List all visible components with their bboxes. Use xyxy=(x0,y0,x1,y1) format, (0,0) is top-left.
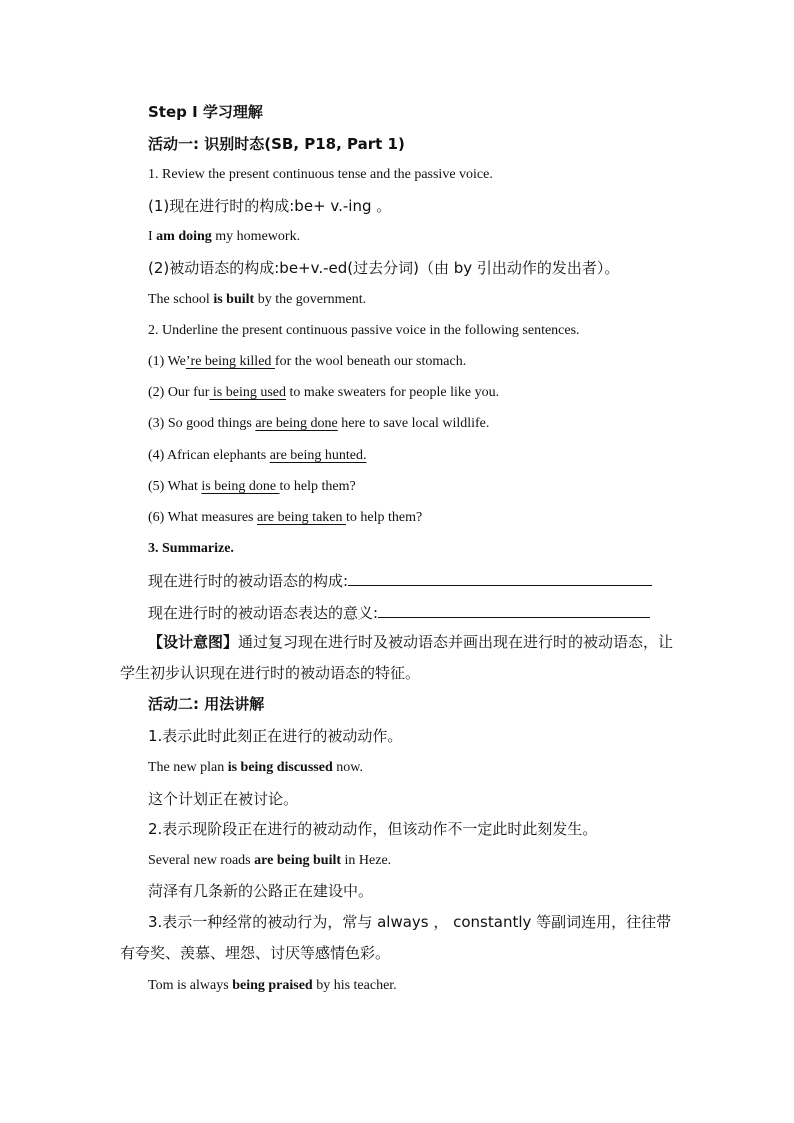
underline-item: 2. Underline the present continuous passive voice in the following sentences. xyxy=(148,323,580,338)
example-continuous: I am doing my homework. xyxy=(148,229,301,244)
sentence-1: (1) We’re being killed for the wool beneath our stomach. xyxy=(148,354,467,369)
summary-meaning: 现在进行时的被动语态表达的意义: xyxy=(148,601,650,623)
usage-2: 2.表示现阶段正在进行的被动动作，但该动作不一定此时此刻发生。 xyxy=(148,820,598,838)
usage-3: 3.表示一种经常的被动行为，常与 always ， constantly 等副词连用，往往带有夸奖、羡慕、埋怨、讨厌等感情色彩。 xyxy=(120,913,672,962)
point-continuous: (1)现在进行时的构成:be+ v.-ing 。 xyxy=(148,197,392,215)
point-passive: (2)被动语态的构成:be+v.-ed(过去分词)（由 by 引出动作的发出者）。 xyxy=(148,259,620,277)
activity1-title: 活动一: 识别时态(SB, P18, Part 1) xyxy=(148,135,405,153)
summary-structure-blank[interactable] xyxy=(348,569,652,586)
summarize-item: 3. Summarize. xyxy=(148,541,234,556)
usage-1-translation: 这个计划正在被讨论。 xyxy=(148,790,299,808)
usage-3-example: Tom is always being praised by his teacher. xyxy=(148,978,397,993)
sentence-3: (3) So good things are being done here to save local wildlife. xyxy=(148,416,490,431)
activity2-title: 活动二: 用法讲解 xyxy=(148,695,265,713)
step-title: Step I 学习理解 xyxy=(148,103,263,121)
design-intent: 【设计意图】通过复习现在进行时及被动语态并画出现在进行时的被动语态，让学生初步认识现在进行时的被动语态的特征。 xyxy=(120,633,674,682)
summary-meaning-blank[interactable] xyxy=(378,601,650,618)
example-passive: The school is built by the government. xyxy=(148,292,367,307)
usage-2-translation: 菏泽有几条新的公路正在建设中。 xyxy=(148,882,374,900)
summary-structure: 现在进行时的被动语态的构成: xyxy=(148,569,652,591)
sentence-5: (5) What is being done to help them? xyxy=(148,479,356,494)
usage-1-example: The new plan is being discussed now. xyxy=(148,760,363,775)
usage-1: 1.表示此时此刻正在进行的被动动作。 xyxy=(148,727,403,745)
review-item: 1. Review the present continuous tense and the passive voice. xyxy=(148,167,493,182)
sentence-2: (2) Our fur is being used to make sweaters for people like you. xyxy=(148,385,500,400)
sentence-6: (6) What measures are being taken to help them? xyxy=(148,510,423,525)
usage-2-example: Several new roads are being built in Heze. xyxy=(148,853,392,868)
sentence-4: (4) African elephants are being hunted. xyxy=(148,448,367,463)
